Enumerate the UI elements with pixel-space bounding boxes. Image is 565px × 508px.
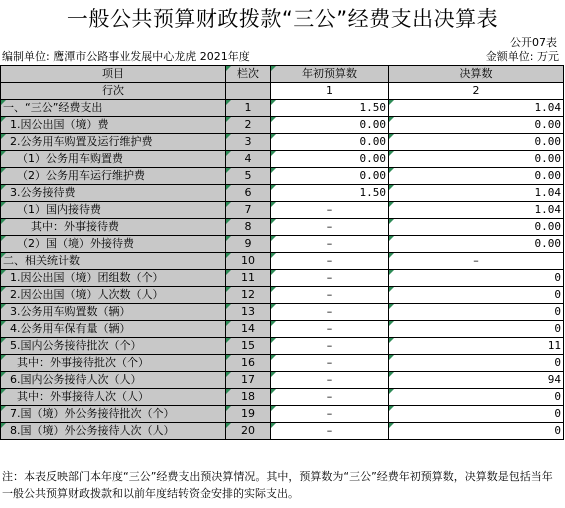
table-row [1,406,564,423]
row-final[interactable]: 0.00 [389,236,564,253]
row-final[interactable]: 0.00 [389,134,564,151]
row-final[interactable]: 0.00 [389,219,564,236]
row-budget[interactable]: – [271,389,389,406]
row-item[interactable]: （1）国内接待费 [1,202,226,219]
table-row [1,321,564,338]
header-row [1,66,564,83]
row-budget[interactable]: 1.50 [271,100,389,117]
row-column-no[interactable]: 13 [226,304,271,321]
table-row [1,185,564,202]
row-final[interactable]: 0 [389,389,564,406]
row-final[interactable]: – [389,253,564,270]
amount-unit: 金额单位: 万元 [485,50,559,63]
row-column-no[interactable]: 20 [226,423,271,440]
row-item[interactable]: 二、相关统计数 [1,253,226,270]
row-item[interactable]: （1）公务用车购置费 [1,151,226,168]
row-budget[interactable]: – [271,236,389,253]
table-row [1,219,564,236]
table-row [1,151,564,168]
row-column-no[interactable]: 19 [226,406,271,423]
row-budget[interactable]: – [271,406,389,423]
row-item[interactable]: 5.国内公务接待批次（个） [1,338,226,355]
reporting-unit: 编制单位: 鹰潭市公路事业发展中心龙虎 2021年度 [2,50,250,63]
footnote: 注：本表反映部门本年度“三公”经费支出预决算情况。其中，预算数为“三公”经费年初预算数，决算数是包括当年一般公共预算财政拨款和以前年度结转资金安排的实际支出。 [2,470,553,500]
row-final[interactable]: 11 [389,338,564,355]
row-budget[interactable]: 0.00 [271,151,389,168]
header-budget[interactable]: 年初预算数 [271,66,389,83]
row-budget[interactable]: – [271,321,389,338]
row-column-no[interactable]: 5 [226,168,271,185]
row-item[interactable]: 4.公务用车保有量（辆） [1,321,226,338]
row-budget[interactable]: – [271,423,389,440]
row-final[interactable]: 0 [389,321,564,338]
table-row [1,270,564,287]
row-final[interactable]: 0 [389,406,564,423]
row-budget[interactable]: – [271,304,389,321]
table-row [1,355,564,372]
row-column-no[interactable]: 15 [226,338,271,355]
table-row [1,389,564,406]
row-column-no[interactable]: 1 [226,100,271,117]
row-item[interactable]: 1.因公出国（境）团组数（个） [1,270,226,287]
table-row [1,372,564,389]
row-column-no[interactable]: 7 [226,202,271,219]
row-column-no[interactable]: 8 [226,219,271,236]
row-column-no[interactable]: 9 [226,236,271,253]
expenditure-table [0,65,564,440]
row-item[interactable]: 7.国（境）外公务接待批次（个） [1,406,226,423]
row-budget[interactable]: – [271,355,389,372]
table-row [1,117,564,134]
table-row [1,338,564,355]
row-budget[interactable]: – [271,219,389,236]
subheader-column-no[interactable] [226,83,271,100]
row-budget[interactable]: 0.00 [271,168,389,185]
row-budget[interactable]: 0.00 [271,134,389,151]
row-item[interactable]: 其中：外事接待批次（个） [1,355,226,372]
row-item[interactable]: 2.因公出国（境）人次数（人） [1,287,226,304]
row-column-no[interactable]: 10 [226,253,271,270]
row-column-no[interactable]: 3 [226,134,271,151]
row-column-no[interactable]: 12 [226,287,271,304]
row-budget[interactable]: – [271,253,389,270]
table-row [1,236,564,253]
row-final[interactable]: 0 [389,355,564,372]
subheader-item[interactable]: 行次 [1,83,226,100]
row-column-no[interactable]: 4 [226,151,271,168]
subheader-row [1,83,564,100]
row-budget[interactable]: – [271,270,389,287]
row-final[interactable]: 94 [389,372,564,389]
row-item[interactable]: 2.公务用车购置及运行维护费 [1,134,226,151]
subheader-final[interactable]: 2 [389,83,564,100]
row-item[interactable]: 3.公务接待费 [1,185,226,202]
table-row [1,423,564,440]
row-column-no[interactable]: 14 [226,321,271,338]
header-item[interactable]: 项目 [1,66,226,83]
row-column-no[interactable]: 16 [226,355,271,372]
subheader-budget[interactable]: 1 [271,83,389,100]
header-column-no[interactable]: 栏次 [226,66,271,83]
row-final[interactable]: 1.04 [389,185,564,202]
row-final[interactable]: 1.04 [389,202,564,219]
row-budget[interactable]: – [271,287,389,304]
row-final[interactable]: 0 [389,304,564,321]
form-number: 公开07表 [510,36,557,49]
row-final[interactable]: 0 [389,270,564,287]
table-row [1,168,564,185]
table-row [1,100,564,117]
table-row [1,253,564,270]
row-item[interactable]: 6.国内公务接待人次（人） [1,372,226,389]
row-column-no[interactable]: 17 [226,372,271,389]
row-final[interactable]: 0.00 [389,117,564,134]
row-column-no[interactable]: 11 [226,270,271,287]
table-row [1,202,564,219]
row-final[interactable]: 0 [389,423,564,440]
row-final[interactable]: 0 [389,287,564,304]
row-budget[interactable]: – [271,338,389,355]
row-item[interactable]: 1.因公出国（境）费 [1,117,226,134]
row-item[interactable]: 8.国（境）外公务接待人次（人） [1,423,226,440]
row-item[interactable]: 一、“三公”经费支出 [1,100,226,117]
table-row [1,287,564,304]
row-item[interactable]: 3.公务用车购置数（辆） [1,304,226,321]
table-row [1,304,564,321]
row-final[interactable]: 0.00 [389,168,564,185]
row-column-no[interactable]: 18 [226,389,271,406]
row-budget[interactable]: 0.00 [271,117,389,134]
row-final[interactable]: 0.00 [389,151,564,168]
row-item[interactable]: 其中：外事接待费 [1,219,226,236]
header-final[interactable]: 决算数 [389,66,564,83]
row-budget[interactable]: 1.50 [271,185,389,202]
row-item[interactable]: （2）国（境）外接待费 [1,236,226,253]
row-final[interactable]: 1.04 [389,100,564,117]
row-budget[interactable]: – [271,202,389,219]
row-column-no[interactable]: 6 [226,185,271,202]
page-title: 一般公共预算财政拨款“三公”经费支出决算表 [66,7,499,31]
row-item[interactable]: （2）公务用车运行维护费 [1,168,226,185]
row-column-no[interactable]: 2 [226,117,271,134]
row-budget[interactable]: – [271,372,389,389]
table-row [1,134,564,151]
row-item[interactable]: 其中：外事接待人次（人） [1,389,226,406]
